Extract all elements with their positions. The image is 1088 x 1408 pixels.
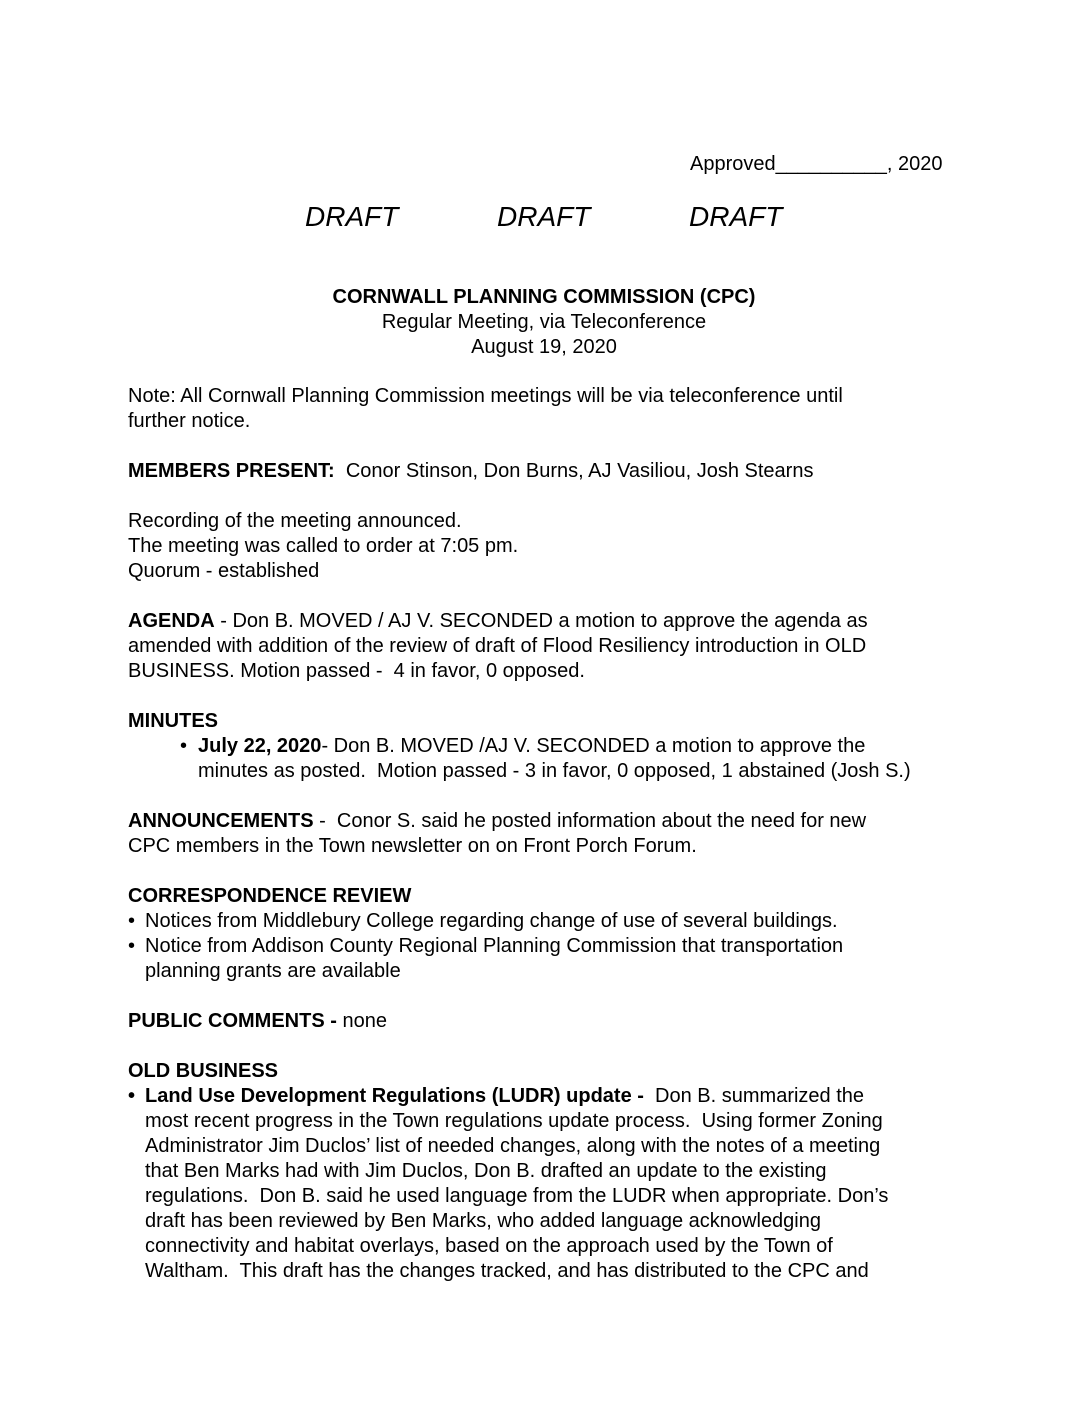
agenda-text: - Don B. MOVED / AJ V. SECONDED a motion to approve the agenda as bbox=[214, 610, 868, 632]
document-body bbox=[128, 384, 968, 1309]
document-title: CORNWALL PLANNING COMMISSION (CPC) bbox=[332, 286, 756, 308]
minutes-item-text: minutes as posted. Motion passed - 3 in favor, 0 opposed, 1 abstained (Josh S.) bbox=[198, 760, 911, 782]
opening-line: Quorum - established bbox=[128, 560, 320, 582]
bullet-icon: • bbox=[128, 935, 136, 957]
members-present bbox=[128, 459, 968, 484]
minutes-label: MINUTES bbox=[128, 710, 218, 732]
announcements-text: CPC members in the Town newsletter on on Front Porch Forum. bbox=[128, 835, 697, 857]
announcements-label: ANNOUNCEMENTS bbox=[128, 810, 314, 832]
old-business-item-label: Land Use Development Regulations (LUDR) update - bbox=[145, 1085, 644, 1107]
meeting-date: August 19, 2020 bbox=[471, 336, 617, 358]
old-business-text: connectivity and habitat overlays, based on the approach used by the Town of bbox=[145, 1235, 833, 1257]
members-names: Conor Stinson, Don Burns, AJ Vasiliou, Josh Stearns bbox=[334, 460, 814, 482]
old-business-text: Administrator Jim Duclos’ list of needed changes, along with the notes of a meeting bbox=[145, 1135, 881, 1157]
public-comments-text: none bbox=[336, 1010, 387, 1032]
correspondence-item-text: Notices from Middlebury College regarding change of use of several buildings. bbox=[145, 910, 838, 932]
old-business-text: Don B. summarized the bbox=[643, 1085, 865, 1107]
agenda-section bbox=[128, 609, 968, 684]
approval-line: Approved__________, 2020 bbox=[690, 153, 943, 175]
old-business-text: regulations. Don B. said he used language from the LUDR when appropriate. Don’s bbox=[145, 1185, 889, 1207]
opening-line: The meeting was called to order at 7:05 pm. bbox=[128, 535, 519, 557]
correspondence-item-text: planning grants are available bbox=[145, 960, 401, 982]
list-item bbox=[128, 909, 968, 934]
draft-watermark-row bbox=[0, 200, 1088, 234]
public-comments-section bbox=[128, 1009, 968, 1034]
announcements-section bbox=[128, 809, 968, 859]
old-business-text: Waltham. This draft has the changes tracked, and has distributed to the CPC and bbox=[145, 1260, 869, 1282]
list-item bbox=[128, 1084, 968, 1284]
minutes-item-text: - Don B. MOVED /AJ V. SECONDED a motion to approve the bbox=[321, 735, 866, 757]
list-item bbox=[128, 934, 968, 984]
bullet-icon: • bbox=[128, 1085, 136, 1107]
old-business-text: draft has been reviewed by Ben Marks, who added language acknowledging bbox=[145, 1210, 821, 1232]
old-business-text: that Ben Marks had with Jim Duclos, Don B. drafted an update to the existing bbox=[145, 1160, 827, 1182]
opening-paragraph bbox=[128, 509, 968, 584]
draft-mark: DRAFT bbox=[305, 201, 399, 232]
bullet-icon: • bbox=[128, 910, 136, 932]
note-line: Note: All Cornwall Planning Commission meetings will be via teleconference until bbox=[128, 385, 843, 407]
draft-mark: DRAFT bbox=[689, 201, 783, 232]
public-comments-label: PUBLIC COMMENTS - bbox=[128, 1010, 337, 1032]
minutes-item-label: July 22, 2020 bbox=[198, 735, 322, 757]
old-business-label: OLD BUSINESS bbox=[128, 1060, 279, 1082]
agenda-text: BUSINESS. Motion passed - 4 in favor, 0 opposed. bbox=[128, 660, 585, 682]
members-label: MEMBERS PRESENT: bbox=[128, 460, 335, 482]
correspondence-item-text: Notice from Addison County Regional Planning Commission that transportation bbox=[145, 935, 844, 957]
agenda-label: AGENDA bbox=[128, 610, 215, 632]
list-item bbox=[128, 734, 968, 784]
note-line: further notice. bbox=[128, 410, 251, 432]
minutes-section bbox=[128, 709, 968, 784]
agenda-text: amended with addition of the review of draft of Flood Resiliency introduction in OLD bbox=[128, 635, 867, 657]
old-business-section bbox=[128, 1059, 968, 1284]
bullet-icon: • bbox=[180, 735, 188, 757]
meeting-type: Regular Meeting, via Teleconference bbox=[381, 311, 707, 333]
old-business-text: most recent progress in the Town regulations update process. Using former Zoning bbox=[145, 1110, 883, 1132]
draft-mark: DRAFT bbox=[497, 201, 591, 232]
opening-line: Recording of the meeting announced. bbox=[128, 510, 462, 532]
correspondence-label: CORRESPONDENCE REVIEW bbox=[128, 885, 412, 907]
announcements-text: - Conor S. said he posted information about the need for new bbox=[313, 810, 867, 832]
document-header bbox=[0, 285, 1088, 360]
correspondence-section bbox=[128, 884, 968, 984]
note-paragraph bbox=[128, 384, 968, 434]
